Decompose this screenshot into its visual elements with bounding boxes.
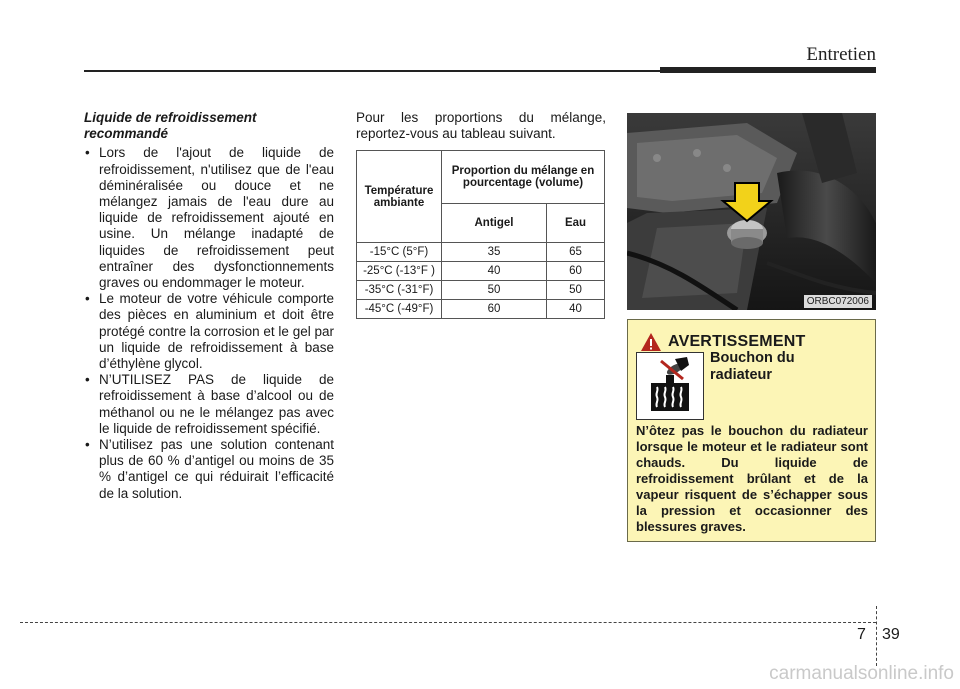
- photo-code: ORBC072006: [804, 295, 872, 308]
- warning-text: N’ôtez pas le bouchon du radiateur lorsque le moteur et le radiateur sont chauds. Du liquide de refroidissement brûlant et de la vapeur risquent de s’échapper sous la pression et occasionner des blessures graves.: [636, 423, 868, 534]
- list-item: • Lors de l'ajout de liquide de refroidissement, n'utilisez que de l'eau déminéralisée ou douce et ne mélangez jamais de l'eau dure au liquide de refroidissement ajouté en usine. Un mélange inadapté de liquides de refroidissement peut entraîner des dysfonctionnements graves ou endommager le moteur.: [85, 145, 334, 291]
- list-item: • N’utilisez pas une solution contenant plus de 60 % d’antigel ou moins de 35 % d’antigel ce qui réduirait l’efficacité de la solution.: [85, 437, 334, 501]
- table-row: -45°C (-49°F) 60 40: [357, 300, 605, 319]
- engine-photo: [627, 113, 876, 310]
- watermark: carmanualsonline.info: [769, 663, 954, 684]
- middle-column: [356, 110, 606, 142]
- warning-triangle-icon: [640, 332, 662, 352]
- chapter-number: 7: [857, 626, 866, 643]
- table-row: -25°C (-13°F ) 40 60: [357, 262, 605, 281]
- footer-rule: [20, 622, 876, 623]
- warning-title: AVERTISSEMENT: [668, 333, 806, 350]
- table-intro: Pour les proportions du mélange, reportez-vous au tableau suivant.: [356, 110, 606, 142]
- footer-divider: [876, 606, 877, 666]
- header-antigel: Antigel: [442, 204, 547, 243]
- engine-bay-illustration: [627, 113, 876, 310]
- mixture-table: [356, 150, 605, 319]
- table-row: -15°C (5°F) 35 65: [357, 243, 605, 262]
- coolant-bullet-list: [84, 145, 334, 501]
- header-proportion: Proportion du mélange en pourcentage (volume): [442, 151, 605, 204]
- header-temperature: Température ambiante: [357, 151, 442, 243]
- table-row: -35°C (-31°F) 50 50: [357, 281, 605, 300]
- left-column: [84, 110, 334, 502]
- header-rule-thick: [660, 67, 876, 73]
- header-eau: Eau: [546, 204, 604, 243]
- header-rule: [84, 70, 664, 72]
- radiator-cap-hazard-icon: [636, 352, 704, 420]
- warning-subtitle: Bouchon du radiateur: [710, 350, 795, 383]
- list-item: • Le moteur de votre véhicule comporte des pièces en aluminium et doit être protégé contre la corrosion et le gel par un liquide de refroidissement à base d’éthylène glycol.: [85, 291, 334, 372]
- warning-box: [627, 319, 876, 542]
- list-item: • N’UTILISEZ PAS de liquide de refroidissement à base d’alcool ou de méthanol ou ne le mélangez pas avec le liquide de refroidissement spécifié.: [85, 372, 334, 436]
- section-heading: Liquide de refroidissement recommandé: [84, 110, 257, 142]
- warning-header: [640, 332, 805, 352]
- page-number: 39: [882, 626, 900, 643]
- page-header-title: Entretien: [806, 44, 876, 65]
